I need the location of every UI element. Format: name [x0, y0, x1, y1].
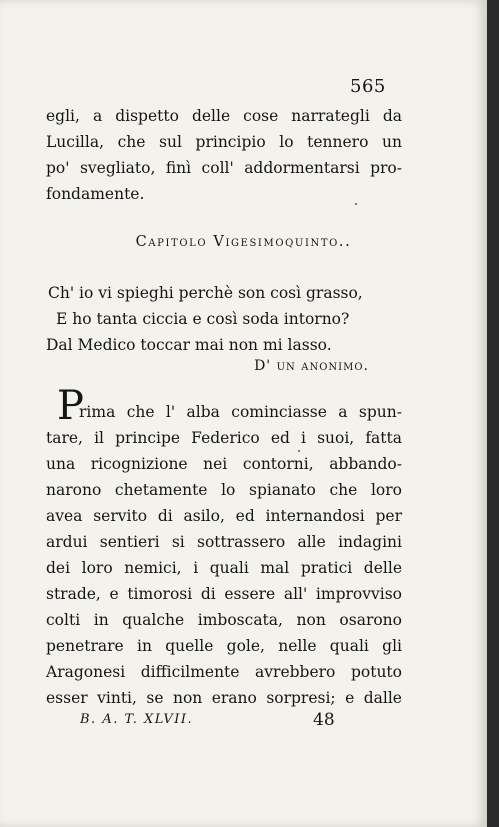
text-line: una ricognizione nei contorni, abbando- — [46, 455, 402, 473]
text-line: penetrare in quelle gole, nelle quali gli — [46, 637, 402, 655]
text-line: Aragonesi difficilmente avrebbero potuto — [46, 663, 402, 681]
drop-cap: P — [57, 383, 84, 429]
epigraph-verse: E ho tanta ciccia e così soda intorno? — [56, 310, 350, 328]
text-line: ardui sentieri si sottrassero alle indagini — [46, 533, 402, 551]
epigraph-verse: Dal Medico toccar mai non mi lasso. — [46, 336, 332, 354]
ink-speck — [298, 450, 300, 452]
epigraph-attribution: D' un anonimo. — [254, 358, 369, 374]
page-number: 565 — [350, 76, 386, 97]
chapter-heading: Capitolo Vigesimoquinto.. — [135, 234, 352, 250]
text-line: narono chetamente lo spianato che loro — [46, 481, 402, 499]
text-line: colti in qualche imboscata, non osarono — [46, 611, 402, 629]
text-line: dei loro nemici, i quali mal pratici delle — [46, 559, 402, 577]
text-line: po' svegliato, finì coll' addormentarsi pro- — [46, 159, 402, 177]
epigraph-verse: Ch' io vi spieghi perchè son così grasso, — [48, 284, 363, 302]
text-line: strade, e timorosi di essere all' improvviso — [46, 585, 402, 603]
text-line: fondamente. — [46, 185, 145, 203]
sheet-number: 48 — [313, 710, 335, 730]
text-line: avea servito di asilo, ed internandosi per — [46, 507, 402, 525]
text-line: rima che l' alba cominciasse a spun- — [79, 403, 402, 421]
ink-speck — [355, 203, 357, 205]
text-line: egli, a dispetto delle cose narrategli da — [46, 107, 402, 125]
text-line: Lucilla, che sul principio lo tennero un — [46, 133, 402, 151]
text-line: tare, il principe Federico ed i suoi, fatta — [46, 429, 402, 447]
printer-signature: B. A. T. XLVII. — [80, 712, 194, 727]
text-line: esser vinti, se non erano sorpresi; e dalle — [46, 689, 402, 707]
